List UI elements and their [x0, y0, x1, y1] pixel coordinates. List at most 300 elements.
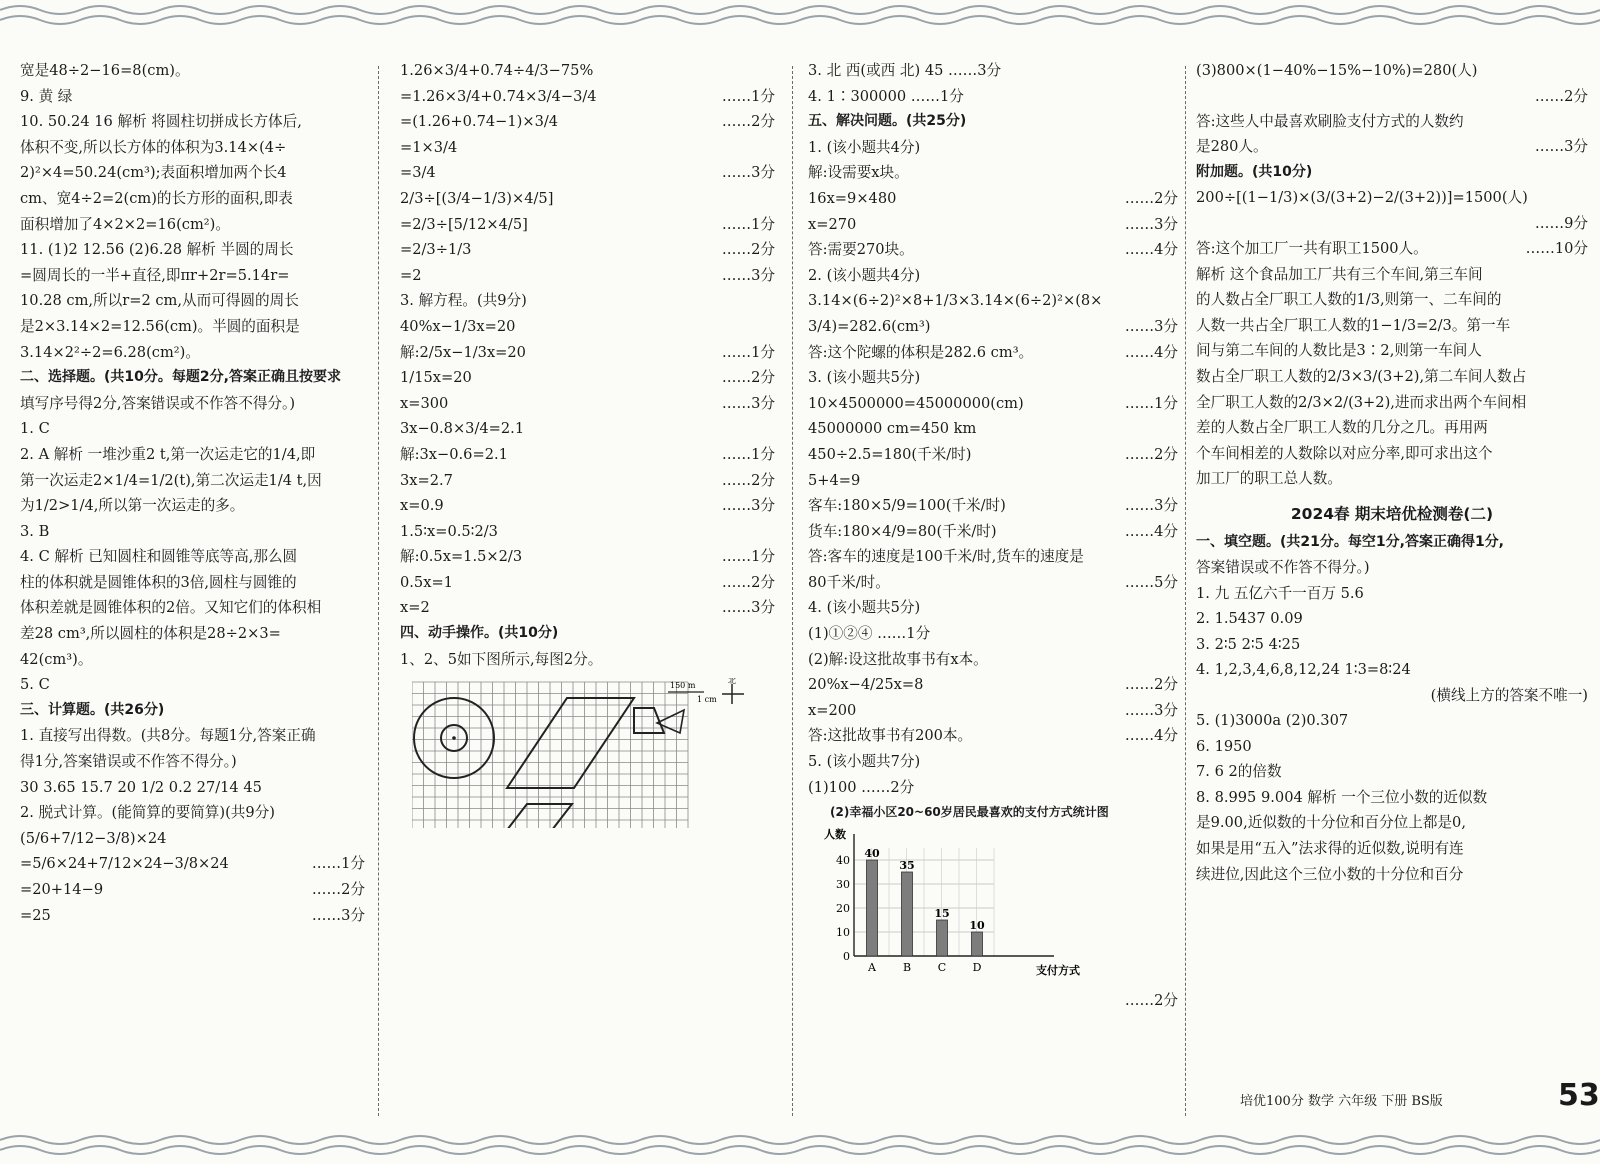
line-text: 答:这个加工厂一共有职工1500人。 — [1196, 239, 1428, 257]
line-text: 四、动手操作。(共10分) — [400, 625, 559, 642]
text-line — [20, 212, 365, 238]
text-line — [400, 365, 775, 391]
text-line — [808, 365, 1178, 391]
text-line — [20, 647, 365, 673]
bar-value-label: 15 — [934, 906, 950, 920]
bar-c — [937, 920, 948, 956]
text-line — [20, 84, 365, 110]
line-text: 11. (1)2 12.56 (2)6.28 解析 半圆的周长 — [20, 241, 294, 259]
score-mark: ……2分 — [721, 369, 775, 387]
text-line — [400, 288, 775, 314]
score-mark: ……4分 — [1124, 343, 1178, 361]
text-line — [400, 109, 775, 135]
text-line — [808, 186, 1178, 212]
text-line — [1196, 466, 1588, 492]
line-text: =1.26×3/4+0.74×3/4−3/4 — [400, 87, 597, 105]
line-text: 4. C 解析 已知圆柱和圆锥等底等高,那么圆 — [20, 548, 298, 566]
score-mark: ……9分 — [1534, 214, 1588, 232]
text-line — [400, 263, 775, 289]
line-text: =3/4 — [400, 164, 436, 182]
line-text: (2)解:设这批故事书有x本。 — [808, 650, 988, 668]
north-label: 北 — [728, 678, 736, 686]
line-text: =2 — [400, 266, 422, 284]
line-text: x=270 — [808, 215, 857, 233]
score-mark: ……3分 — [721, 164, 775, 182]
text-line — [808, 263, 1178, 289]
column-divider — [378, 66, 379, 1116]
line-text: x=2 — [400, 599, 430, 617]
line-text: 80千米/时。 — [808, 573, 890, 591]
line-text: 450÷2.5=180(千米/时) — [808, 445, 972, 463]
score-mark: ……10分 — [1525, 239, 1588, 257]
trapezoid-shape — [634, 708, 664, 733]
text-line — [400, 647, 775, 673]
text-line — [1196, 555, 1588, 581]
line-text: 间与第二车间的人数比是3∶2,则第一车间人 — [1196, 342, 1482, 360]
text-line — [1196, 415, 1588, 441]
y-tick-label: 0 — [843, 949, 850, 963]
line-text: 差的人数占全厂职工人数的几分之几。再用两 — [1196, 419, 1488, 437]
text-line — [1196, 581, 1588, 607]
section-title: 2024春 期末培优检测卷(二) — [1290, 504, 1494, 523]
line-text: 全厂职工人数的2/3×2/(3+2),进而求出两个车间相 — [1196, 393, 1527, 411]
line-text: 8. 8.995 9.004 解析 一个三位小数的近似数 — [1196, 788, 1488, 806]
text-line — [20, 570, 365, 596]
line-text: 答:这些人中最喜欢刷脸支付方式的人数约 — [1196, 112, 1464, 130]
line-text: =(1.26+0.74−1)×3/4 — [400, 113, 559, 131]
text-line — [1196, 58, 1588, 84]
text-line — [20, 314, 365, 340]
line-text: 2. (该小题共4分) — [808, 266, 921, 284]
bar-d — [972, 932, 983, 956]
text-line — [20, 826, 365, 852]
line-text: 1、2、5如下图所示,每图2分。 — [400, 650, 603, 668]
line-text: 45000000 cm=450 km — [808, 420, 977, 438]
line-text: 5. (该小题共7分) — [808, 753, 921, 771]
circle-center — [452, 736, 456, 740]
text-line — [400, 570, 775, 596]
line-text: 0.5x=1 — [400, 573, 453, 591]
line-text: 三、计算题。(共26分) — [20, 701, 165, 718]
line-text: 3. 北 西(或西 北) 45 ……3分 — [808, 62, 1002, 79]
line-text: 柱的体积就是圆锥体积的3倍,圆柱与圆锥的 — [20, 573, 297, 591]
column-2 — [400, 58, 775, 1126]
text-line — [400, 416, 775, 442]
text-line — [20, 749, 365, 775]
text-line — [808, 570, 1178, 596]
line-text: 1. 九 五亿六千一百万 5.6 — [1196, 584, 1364, 602]
text-line — [1196, 109, 1588, 135]
line-text: 附加题。(共10分) — [1196, 163, 1313, 180]
line-text: 3. 2∶5 2∶5 4∶25 — [1196, 635, 1301, 653]
text-line — [1196, 530, 1588, 556]
line-text: =圆周长的一半+直径,即πr+2r=5.14r= — [20, 266, 290, 284]
column-1 — [20, 58, 365, 1126]
line-text: 续进位,因此这个三位小数的十分位和百分 — [1196, 865, 1464, 883]
score-mark: ……4分 — [1124, 522, 1178, 540]
line-text: 42(cm³)。 — [20, 650, 93, 668]
line-text: 答:这个陀螺的体积是282.6 cm³。 — [808, 343, 1034, 361]
text-line — [808, 288, 1178, 314]
text-line — [808, 621, 1178, 647]
text-line — [400, 84, 775, 110]
text-line — [20, 903, 365, 929]
line-text: 得1分,答案错误或不作答不得分。) — [20, 753, 237, 771]
line-text: 5+4=9 — [808, 471, 861, 489]
text-line — [808, 212, 1178, 238]
text-line — [808, 416, 1178, 442]
line-text: 填写序号得2分,答案错误或不作答不得分。) — [20, 394, 296, 412]
line-text: 3. B — [20, 522, 50, 540]
line-text: 个车间相差的人数除以对应分率,即可求出这个 — [1196, 444, 1493, 462]
text-line — [400, 595, 775, 621]
line-text: 1/15x=20 — [400, 369, 472, 387]
text-line — [400, 160, 775, 186]
bar-value-label: 10 — [969, 918, 985, 932]
line-text: 30 3.65 15.7 20 1/2 0.2 27/14 45 — [20, 778, 262, 796]
chart-title: (2)幸福小区20~60岁居民最喜欢的支付方式统计图 — [830, 805, 1109, 820]
y-tick-label: 10 — [836, 925, 850, 939]
top-wave-border — [0, 0, 1600, 34]
line-text: 3x=2.7 — [400, 471, 453, 489]
line-text: =25 — [20, 906, 51, 924]
text-line — [400, 135, 775, 161]
line-text: 1.5∶x=0.5∶2/3 — [400, 522, 498, 540]
text-line — [400, 391, 775, 417]
line-text: 为1/2>1/4,所以第一次运走的多。 — [20, 497, 245, 515]
text-line — [400, 314, 775, 340]
x-tick-label: A — [868, 960, 876, 974]
x-tick-label: D — [972, 960, 982, 974]
map-scale-label: 150 m — [670, 681, 696, 691]
line-text: 2)²×4=50.24(cm³);表面积增加两个长4 — [20, 164, 287, 182]
text-line — [1196, 211, 1588, 236]
line-text: 1. (该小题共4分) — [808, 138, 921, 156]
text-line — [400, 442, 775, 468]
score-mark: ……1分 — [721, 87, 775, 105]
text-line — [400, 468, 775, 494]
text-line — [1196, 657, 1588, 683]
text-line — [1196, 785, 1588, 811]
text-line — [808, 442, 1178, 468]
text-line — [808, 391, 1178, 417]
line-text: 解析 这个食品加工厂共有三个车间,第三车间 — [1196, 265, 1483, 283]
text-line — [400, 493, 775, 519]
text-line — [808, 647, 1178, 673]
column-divider — [1185, 66, 1186, 1116]
score-mark: ……2分 — [1124, 676, 1178, 694]
text-line — [400, 186, 775, 212]
line-text: 差28 cm³,所以圆柱的体积是28÷2×3= — [20, 625, 281, 643]
text-line — [1196, 632, 1588, 658]
text-line — [20, 58, 365, 84]
line-text: 4. 1,2,3,4,6,8,12,24 1∶3=8∶24 — [1196, 661, 1411, 679]
column-3 — [808, 58, 1178, 1126]
line-text: cm、宽4÷2=2(cm)的长方形的面积,即表 — [20, 189, 293, 207]
score-mark: (横线上方的答案不唯一) — [1430, 687, 1588, 705]
line-text: 答:需要270块。 — [808, 241, 914, 259]
line-text: 3.14×2²÷2=6.28(cm²)。 — [20, 343, 200, 361]
score-mark: ……3分 — [721, 266, 775, 284]
text-line — [1196, 759, 1588, 785]
text-line — [400, 519, 775, 545]
text-line — [20, 621, 365, 647]
score-mark: ……2分 — [311, 881, 365, 898]
line-text: 20%x−4/25x=8 — [808, 676, 924, 694]
line-text: (5/6+7/12−3/8)×24 — [20, 829, 167, 847]
line-text: 10. 50.24 16 解析 将圆柱切拼成长方体后, — [20, 113, 302, 131]
text-line — [1196, 262, 1588, 288]
text-line — [808, 135, 1178, 161]
parallelogram-large — [507, 698, 634, 788]
text-line — [808, 672, 1178, 698]
line-text: =2/3÷[5/12×4/5] — [400, 215, 528, 233]
line-text: 是9.00,近似数的十分位和百分位上都是0, — [1196, 814, 1466, 832]
bar-b — [902, 872, 913, 956]
line-text: 客车:180×5/9=100(千米/时) — [808, 497, 1006, 515]
text-line — [400, 237, 775, 263]
bottom-wave-border — [0, 1130, 1600, 1164]
text-line — [20, 544, 365, 570]
text-line — [20, 263, 365, 289]
line-text: 人数一共占全厂职工人数的1−1/3=2/3。第一车 — [1196, 316, 1511, 334]
text-line — [1196, 606, 1588, 632]
x-axis-label: 支付方式 — [1036, 963, 1080, 977]
text-line — [20, 851, 365, 877]
column-4 — [1196, 58, 1588, 1126]
score-mark: ……3分 — [1124, 701, 1178, 719]
line-text: =20+14−9 — [20, 881, 104, 898]
line-text: x=200 — [808, 701, 857, 719]
text-line — [808, 775, 1178, 801]
score-mark: ……3分 — [721, 599, 775, 617]
text-line — [400, 621, 775, 647]
score-mark: ……2分 — [1534, 87, 1588, 105]
text-line — [20, 493, 365, 519]
score-mark: ……2分 — [1124, 445, 1178, 463]
line-text: 2/3÷[(3/4−1/3)×4/5] — [400, 189, 554, 207]
score-mark: ……1分 — [311, 855, 365, 873]
text-line — [20, 237, 365, 263]
text-line — [1196, 708, 1588, 734]
y-tick-label: 30 — [836, 877, 850, 891]
score-mark: ……2分 — [1124, 189, 1178, 207]
line-text: 解:2/5x−1/3x=20 — [400, 343, 526, 361]
line-text: (1)100 ……2分 — [808, 778, 915, 796]
line-text: 4. 1∶300000 ……1分 — [808, 87, 964, 105]
text-line — [1196, 390, 1588, 416]
line-text: 7. 6 2的倍数 — [1196, 763, 1282, 781]
line-text: 答:客车的速度是100千米/时,货车的速度是 — [808, 548, 1084, 566]
score-mark: ……3分 — [1124, 317, 1178, 335]
score-mark: ……1分 — [721, 445, 775, 463]
line-text: 3. 解方程。(共9分) — [400, 292, 527, 310]
line-text: 货车:180×4/9=80(千米/时) — [808, 522, 997, 540]
line-text: 9. 黄 绿 — [20, 87, 73, 105]
line-text: 五、解决问题。(共25分) — [808, 113, 967, 130]
text-line — [808, 698, 1178, 724]
text-line — [1196, 185, 1588, 211]
text-line — [1196, 810, 1588, 836]
line-text: 10×4500000=45000000(cm) — [808, 394, 1024, 412]
text-line — [808, 595, 1178, 621]
line-text: x=0.9 — [400, 497, 444, 515]
text-line — [20, 775, 365, 801]
score-mark: ……3分 — [721, 394, 775, 412]
line-text: 10.28 cm,所以r=2 cm,从而可得圆的周长 — [20, 292, 299, 310]
text-line — [808, 237, 1178, 263]
text-line — [20, 595, 365, 621]
text-line — [808, 519, 1178, 545]
score-mark: ……4分 — [1124, 241, 1178, 259]
text-line — [808, 340, 1178, 366]
score-mark: ……3分 — [311, 906, 365, 924]
text-line — [808, 160, 1178, 186]
score-mark: ……2分 — [721, 241, 775, 259]
score-mark: ……5分 — [1124, 573, 1178, 591]
line-text: (1)①②④ ……1分 — [808, 625, 931, 643]
line-text: 2. 1.5437 0.09 — [1196, 610, 1303, 628]
text-line — [20, 519, 365, 545]
line-text: 答案错误或不作答不得分。) — [1196, 559, 1370, 577]
text-line — [20, 723, 365, 749]
line-text: 2. 脱式计算。(能简算的要简算)(共9分) — [20, 804, 275, 822]
line-text: (3)800×(1−40%−15%−10%)=280(人) — [1196, 62, 1478, 79]
line-text: =1×3/4 — [400, 138, 458, 156]
line-text: 5. C — [20, 676, 50, 694]
text-line — [400, 340, 775, 366]
line-text: 1. 直接写出得数。(共8分。每题1分,答案正确 — [20, 727, 316, 745]
line-text: 宽是48÷2−16=8(cm)。 — [20, 62, 190, 79]
line-text: 体积不变,所以长方体的体积为3.14×(4÷ — [20, 138, 287, 156]
text-line — [1196, 287, 1588, 313]
score-mark: ……1分 — [721, 215, 775, 233]
text-line — [20, 672, 365, 698]
text-line — [20, 468, 365, 494]
text-line — [1196, 683, 1588, 708]
text-line — [400, 212, 775, 238]
text-line — [1196, 734, 1588, 760]
line-text: 答:这批故事书有200本。 — [808, 727, 973, 745]
bar-value-label: 40 — [864, 846, 880, 860]
line-text: 数占全厂职工人数的2/3×3/(3+2),第二车间人数占 — [1196, 367, 1527, 385]
text-line — [808, 314, 1178, 340]
x-tick-label: B — [902, 960, 912, 974]
x-tick-label: C — [937, 960, 947, 974]
line-text: 4. (该小题共5分) — [808, 599, 921, 617]
line-text: 体积差就是圆锥体积的2倍。又知它们的体积相 — [20, 599, 322, 617]
text-line — [20, 109, 365, 135]
line-text: =2/3÷1/3 — [400, 241, 472, 259]
line-text: 的人数占全厂职工人数的1/3,则第一、二车间的 — [1196, 291, 1502, 309]
text-line — [808, 109, 1178, 135]
text-line — [1196, 84, 1588, 109]
y-axis-label: 人数 — [824, 827, 846, 841]
line-text: 3x−0.8×3/4=2.1 — [400, 420, 525, 438]
line-text: 200÷[(1−1/3)×(3/(3+2)−2/(3+2))]=1500(人) — [1196, 189, 1528, 207]
bar-value-label: 35 — [899, 858, 915, 872]
text-line — [808, 58, 1178, 84]
line-text: 1. C — [20, 420, 50, 438]
line-text: 2. A 解析 一堆沙重2 t,第一次运走它的1/4,即 — [20, 445, 316, 463]
page-number: 53 — [1558, 1078, 1600, 1113]
score-mark: ……3分 — [1124, 497, 1178, 515]
bar-a — [867, 860, 878, 956]
bar-chart — [818, 828, 1158, 980]
line-text: 5. (1)3000a (2)0.307 — [1196, 712, 1349, 730]
text-line — [1196, 134, 1588, 160]
line-text: 二、选择题。(共10分。每题2分,答案正确且按要求 — [20, 369, 341, 386]
score-mark: ……1分 — [721, 548, 775, 566]
score-mark: ……2分 — [721, 113, 775, 131]
text-line — [1196, 313, 1588, 339]
y-tick-label: 20 — [836, 901, 850, 915]
text-line — [20, 442, 365, 468]
line-text: 面积增加了4×2×2=16(cm²)。 — [20, 215, 230, 233]
line-text: 3.14×(6÷2)²×8+1/3×3.14×(6÷2)²×(8× — [808, 292, 1103, 310]
text-line — [20, 416, 365, 442]
triangle-shape — [657, 710, 684, 733]
text-line — [20, 186, 365, 212]
score-mark: ……2分 — [721, 573, 775, 591]
text-line — [1196, 441, 1588, 467]
score-mark: ……1分 — [1124, 394, 1178, 412]
line-text: 如果是用“五入”法求得的近似数,说明有连 — [1196, 840, 1464, 858]
text-line — [20, 365, 365, 391]
text-line — [20, 698, 365, 724]
chart-score: ……2分 — [1124, 992, 1178, 1010]
line-text: 解:设需要x块。 — [808, 164, 909, 182]
line-text: x=300 — [400, 394, 449, 412]
line-text: 3/4)=282.6(cm³) — [808, 317, 931, 335]
line-text: 6. 1950 — [1196, 737, 1252, 755]
column-divider — [792, 66, 793, 1116]
text-line — [1196, 236, 1588, 262]
line-text: 是280人。 — [1196, 138, 1268, 156]
line-text: 第一次运走2×1/4=1/2(t),第二次运走1/4 t,因 — [20, 471, 322, 489]
line-text: 解:0.5x=1.5×2/3 — [400, 548, 523, 566]
line-text: 是2×3.14×2=12.56(cm)。半圆的面积是 — [20, 317, 300, 335]
text-line — [808, 468, 1178, 494]
line-text: 1.26×3/4+0.74÷4/3−75% — [400, 62, 594, 79]
text-line — [1196, 364, 1588, 390]
text-line — [1196, 160, 1588, 186]
text-line — [20, 877, 365, 903]
text-line — [808, 723, 1178, 749]
score-mark: ……4分 — [1124, 727, 1178, 745]
score-mark: ……3分 — [1534, 138, 1588, 156]
text-line — [1196, 836, 1588, 862]
text-line — [808, 749, 1178, 775]
text-line — [20, 160, 365, 186]
text-line — [20, 391, 365, 417]
score-mark: ……3分 — [721, 497, 775, 515]
line-text: 一、填空题。(共21分。每空1分,答案正确得1分, — [1196, 533, 1504, 550]
line-text: 解:3x−0.6=2.1 — [400, 445, 508, 463]
text-line — [20, 135, 365, 161]
line-text: 16x=9×480 — [808, 189, 897, 207]
text-line — [400, 58, 775, 84]
line-text: 40%x−1/3x=20 — [400, 317, 516, 335]
drawing-grid-figure — [412, 678, 752, 828]
grid-scale-label: 1 cm — [697, 695, 717, 705]
line-text: 加工厂的职工总人数。 — [1196, 470, 1342, 488]
text-line — [20, 800, 365, 826]
text-line — [1196, 338, 1588, 364]
footer-text: 培优100分 数学 六年级 下册 BS版 — [1240, 1094, 1443, 1109]
line-text: 3. (该小题共5分) — [808, 369, 921, 387]
text-line — [20, 340, 365, 366]
